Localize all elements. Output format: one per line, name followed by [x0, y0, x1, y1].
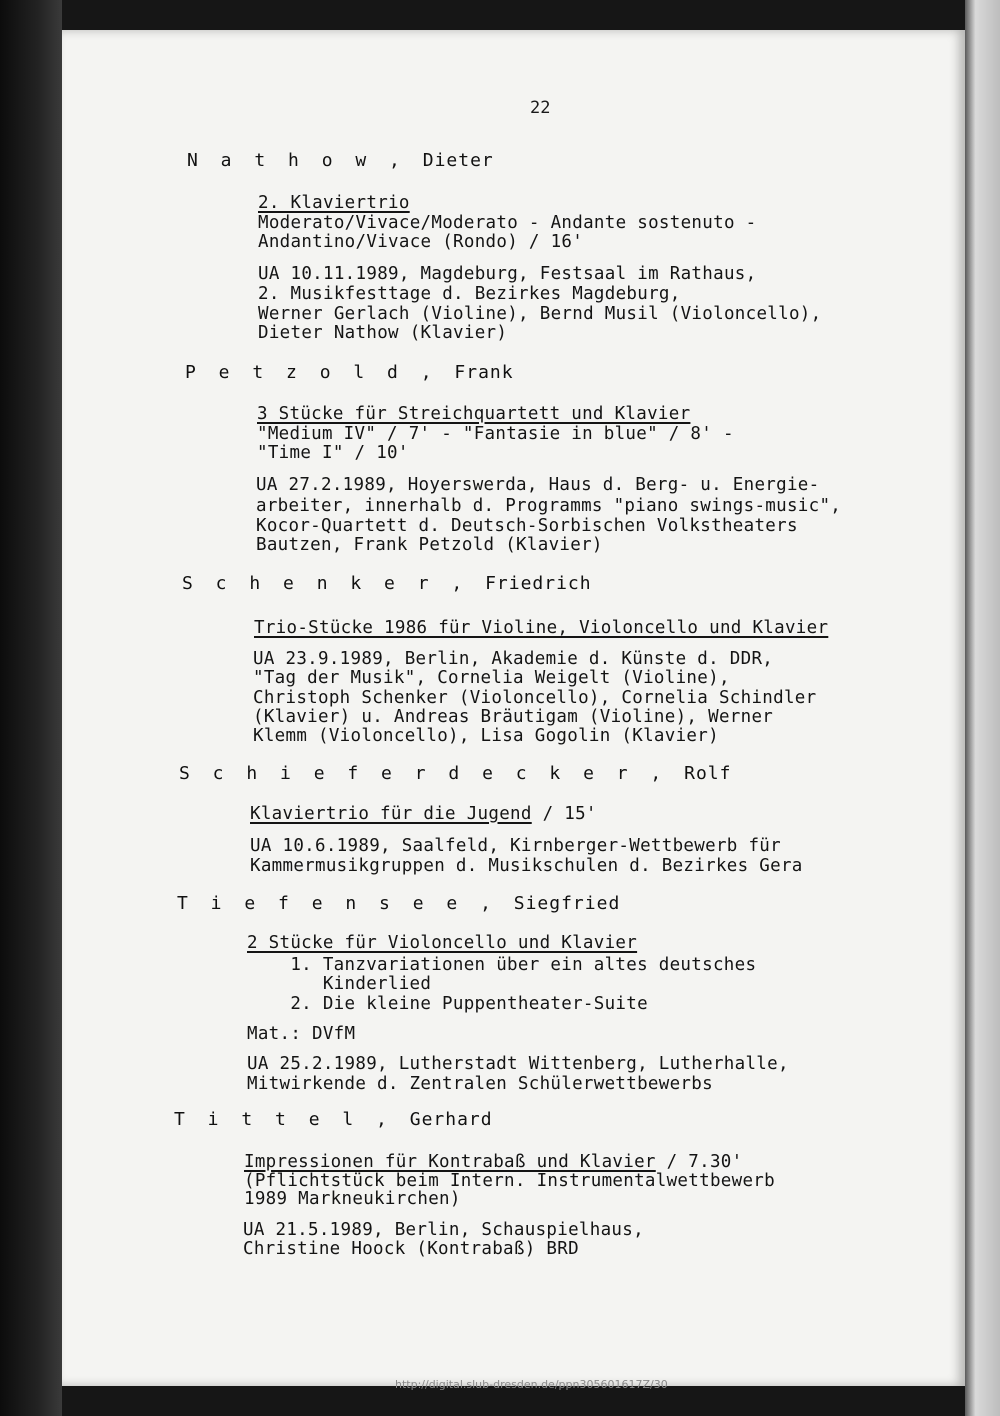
premiere-line: Christoph Schenker (Violoncello), Cornelia Schindler: [253, 688, 817, 708]
composer-surname: N a t h o w ,: [187, 150, 406, 171]
composer-heading: [179, 763, 731, 784]
premiere-line: Werner Gerlach (Violine), Bernd Musil (Violoncello),: [258, 304, 822, 324]
material-note: Mat.: DVfM: [247, 1024, 356, 1044]
work-detail-line: (Pflichtstück beim Intern. Instrumentalwettbewerb: [244, 1171, 775, 1191]
composer-surname: S c h e n k e r ,: [182, 573, 469, 594]
work-title: Trio-Stücke 1986 für Violine, Violoncello und Klavier: [254, 618, 829, 638]
premiere-line: UA 23.9.1989, Berlin, Akademie d. Künste d. DDR,: [253, 649, 774, 669]
premiere-line: (Klavier) u. Andreas Bräutigam (Violine), Werner: [253, 707, 774, 727]
composer-heading: [177, 893, 620, 914]
footer-url[interactable]: http://digital.slub-dresden.de/ppn305601617Z/30: [395, 1378, 668, 1391]
premiere-line: Mitwirkende d. Zentralen Schülerwettbewerbs: [247, 1074, 713, 1094]
composer-firstname: Siegfried: [513, 893, 621, 914]
premiere-line: Christine Hoock (Kontrabaß) BRD: [243, 1239, 579, 1259]
premiere-line: 2. Musikfesttage d. Bezirkes Magdeburg,: [258, 284, 681, 304]
work-duration: / 7.30': [655, 1152, 743, 1172]
premiere-line: UA 21.5.1989, Berlin, Schauspielhaus,: [243, 1220, 644, 1240]
premiere-line: UA 10.6.1989, Saalfeld, Kirnberger-Wettbewerb für: [250, 836, 781, 856]
work-movement: 2. Die kleine Puppentheater-Suite: [247, 994, 648, 1014]
composer-firstname: Rolf: [684, 763, 732, 784]
premiere-line: Bautzen, Frank Petzold (Klavier): [256, 535, 603, 555]
composer-heading: [187, 150, 494, 171]
composer-surname: T i e f e n s e e ,: [177, 893, 497, 914]
premiere-line: Kammermusikgruppen d. Musikschulen d. Bezirkes Gera: [250, 856, 803, 876]
work-detail-line: Moderato/Vivace/Moderato - Andante sostenuto -: [258, 213, 757, 233]
work-title: Klaviertrio für die Jugend: [250, 804, 532, 824]
premiere-line: UA 10.11.1989, Magdeburg, Festsaal im Rathaus,: [258, 264, 757, 284]
scan-border-right: [965, 0, 1000, 1416]
composer-firstname: Gerhard: [409, 1109, 493, 1130]
composer-heading: [182, 573, 592, 594]
premiere-line: "Tag der Musik", Cornelia Weigelt (Violine),: [253, 668, 730, 688]
work-title-row: [244, 1152, 742, 1172]
premiere-line: Kocor-Quartett d. Deutsch-Sorbischen Volkstheaters: [256, 516, 798, 536]
premiere-line: Klemm (Violoncello), Lisa Gogolin (Klavier): [253, 726, 719, 746]
work-detail-line: 1989 Markneukirchen): [244, 1189, 461, 1209]
composer-heading: [185, 362, 514, 383]
premiere-line: Dieter Nathow (Klavier): [258, 323, 508, 343]
work-title: Impressionen für Kontrabaß und Klavier: [244, 1152, 656, 1172]
work-title-row: [250, 804, 597, 824]
work-title: 2 Stücke für Violoncello und Klavier: [247, 933, 638, 953]
work-detail-line: "Time I" / 10': [257, 443, 409, 463]
work-movement: Kinderlied: [247, 974, 432, 994]
scan-border-left: [0, 0, 62, 1416]
work-detail-line: "Medium IV" / 7' - "Fantasie in blue" / 8' -: [257, 424, 734, 444]
composer-surname: T i t t e l ,: [174, 1109, 393, 1130]
work-title: 2. Klaviertrio: [258, 193, 410, 213]
page-number: 22: [530, 98, 551, 118]
premiere-line: UA 25.2.1989, Lutherstadt Wittenberg, Lutherhalle,: [247, 1054, 789, 1074]
composer-firstname: Friedrich: [485, 573, 592, 594]
composer-firstname: Frank: [454, 362, 514, 383]
work-movement: 1. Tanzvariationen über ein altes deutsches: [247, 955, 757, 975]
composer-firstname: Dieter: [422, 150, 494, 171]
premiere-line: UA 27.2.1989, Hoyerswerda, Haus d. Berg- u. Energie-: [256, 475, 820, 495]
work-detail-line: Andantino/Vivace (Rondo) / 16': [258, 232, 584, 252]
composer-surname: S c h i e f e r d e c k e r ,: [179, 763, 668, 784]
work-duration: / 15': [531, 804, 597, 824]
composer-surname: P e t z o l d ,: [185, 362, 438, 383]
work-title: 3 Stücke für Streichquartett und Klavier: [257, 404, 691, 424]
premiere-line: arbeiter, innerhalb d. Programms "piano swings-music",: [256, 496, 842, 516]
composer-heading: [174, 1109, 493, 1130]
